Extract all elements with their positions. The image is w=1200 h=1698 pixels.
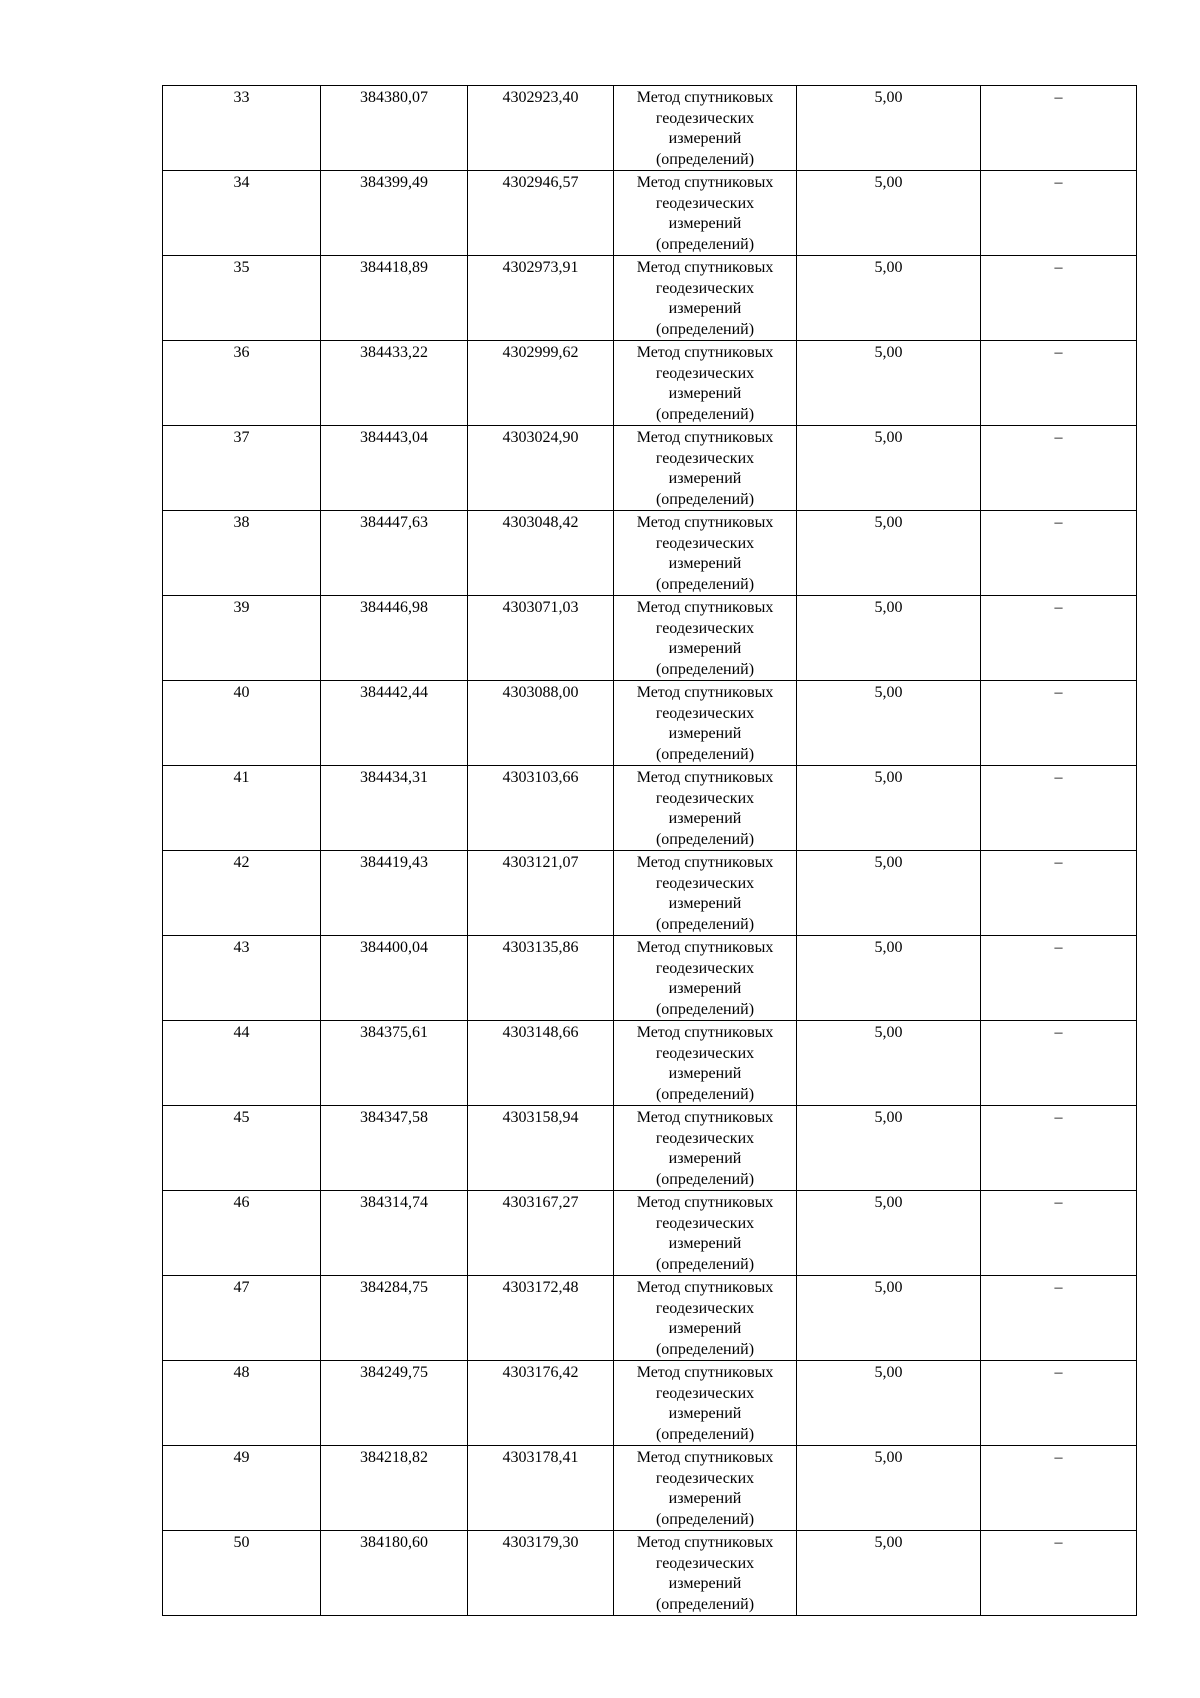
y-coordinate-cell: 4303148,66 bbox=[468, 1021, 614, 1106]
method-cell: Метод спутниковых геодезических измерений (определений) bbox=[614, 256, 797, 341]
y-coordinate-cell: 4303103,66 bbox=[468, 766, 614, 851]
note-cell: – bbox=[981, 341, 1137, 426]
y-coordinate-cell: 4303121,07 bbox=[468, 851, 614, 936]
method-cell: Метод спутниковых геодезических измерений (определений) bbox=[614, 1446, 797, 1531]
point-number-cell: 41 bbox=[163, 766, 321, 851]
coordinates-table bbox=[162, 85, 1137, 1616]
method-cell: Метод спутниковых геодезических измерений (определений) bbox=[614, 171, 797, 256]
x-coordinate-cell: 384399,49 bbox=[321, 171, 468, 256]
point-number-cell: 45 bbox=[163, 1106, 321, 1191]
point-number-cell: 50 bbox=[163, 1531, 321, 1616]
x-coordinate-cell: 384446,98 bbox=[321, 596, 468, 681]
x-coordinate-cell: 384218,82 bbox=[321, 1446, 468, 1531]
note-cell: – bbox=[981, 1276, 1137, 1361]
point-number-cell: 38 bbox=[163, 511, 321, 596]
x-coordinate-cell: 384314,74 bbox=[321, 1191, 468, 1276]
note-cell: – bbox=[981, 596, 1137, 681]
y-coordinate-cell: 4303024,90 bbox=[468, 426, 614, 511]
note-cell: – bbox=[981, 1531, 1137, 1616]
table-row bbox=[163, 1106, 1137, 1191]
point-number-cell: 34 bbox=[163, 171, 321, 256]
point-number-cell: 46 bbox=[163, 1191, 321, 1276]
y-coordinate-cell: 4303172,48 bbox=[468, 1276, 614, 1361]
point-number-cell: 37 bbox=[163, 426, 321, 511]
method-cell: Метод спутниковых геодезических измерений (определений) bbox=[614, 341, 797, 426]
precision-cell: 5,00 bbox=[797, 1191, 981, 1276]
method-cell: Метод спутниковых геодезических измерений (определений) bbox=[614, 596, 797, 681]
x-coordinate-cell: 384284,75 bbox=[321, 1276, 468, 1361]
precision-cell: 5,00 bbox=[797, 341, 981, 426]
y-coordinate-cell: 4303176,42 bbox=[468, 1361, 614, 1446]
y-coordinate-cell: 4303048,42 bbox=[468, 511, 614, 596]
x-coordinate-cell: 384447,63 bbox=[321, 511, 468, 596]
point-number-cell: 40 bbox=[163, 681, 321, 766]
note-cell: – bbox=[981, 86, 1137, 171]
note-cell: – bbox=[981, 1361, 1137, 1446]
precision-cell: 5,00 bbox=[797, 1276, 981, 1361]
precision-cell: 5,00 bbox=[797, 851, 981, 936]
method-cell: Метод спутниковых геодезических измерений (определений) bbox=[614, 1021, 797, 1106]
y-coordinate-cell: 4303158,94 bbox=[468, 1106, 614, 1191]
method-cell: Метод спутниковых геодезических измерений (определений) bbox=[614, 1361, 797, 1446]
table-row bbox=[163, 766, 1137, 851]
method-cell: Метод спутниковых геодезических измерений (определений) bbox=[614, 681, 797, 766]
method-cell: Метод спутниковых геодезических измерений (определений) bbox=[614, 86, 797, 171]
point-number-cell: 42 bbox=[163, 851, 321, 936]
x-coordinate-cell: 384347,58 bbox=[321, 1106, 468, 1191]
table-row bbox=[163, 1276, 1137, 1361]
table-row bbox=[163, 1531, 1137, 1616]
point-number-cell: 49 bbox=[163, 1446, 321, 1531]
precision-cell: 5,00 bbox=[797, 936, 981, 1021]
note-cell: – bbox=[981, 851, 1137, 936]
note-cell: – bbox=[981, 1021, 1137, 1106]
y-coordinate-cell: 4303178,41 bbox=[468, 1446, 614, 1531]
precision-cell: 5,00 bbox=[797, 1361, 981, 1446]
precision-cell: 5,00 bbox=[797, 86, 981, 171]
x-coordinate-cell: 384380,07 bbox=[321, 86, 468, 171]
note-cell: – bbox=[981, 1446, 1137, 1531]
point-number-cell: 44 bbox=[163, 1021, 321, 1106]
y-coordinate-cell: 4303071,03 bbox=[468, 596, 614, 681]
x-coordinate-cell: 384180,60 bbox=[321, 1531, 468, 1616]
method-cell: Метод спутниковых геодезических измерений (определений) bbox=[614, 766, 797, 851]
method-cell: Метод спутниковых геодезических измерений (определений) bbox=[614, 936, 797, 1021]
note-cell: – bbox=[981, 1191, 1137, 1276]
x-coordinate-cell: 384419,43 bbox=[321, 851, 468, 936]
note-cell: – bbox=[981, 426, 1137, 511]
x-coordinate-cell: 384249,75 bbox=[321, 1361, 468, 1446]
table-row bbox=[163, 851, 1137, 936]
method-cell: Метод спутниковых геодезических измерений (определений) bbox=[614, 511, 797, 596]
table-row bbox=[163, 936, 1137, 1021]
table-row bbox=[163, 171, 1137, 256]
table-row bbox=[163, 256, 1137, 341]
method-cell: Метод спутниковых геодезических измерений (определений) bbox=[614, 1276, 797, 1361]
note-cell: – bbox=[981, 511, 1137, 596]
precision-cell: 5,00 bbox=[797, 766, 981, 851]
note-cell: – bbox=[981, 766, 1137, 851]
precision-cell: 5,00 bbox=[797, 1446, 981, 1531]
precision-cell: 5,00 bbox=[797, 256, 981, 341]
precision-cell: 5,00 bbox=[797, 596, 981, 681]
precision-cell: 5,00 bbox=[797, 681, 981, 766]
note-cell: – bbox=[981, 256, 1137, 341]
note-cell: – bbox=[981, 171, 1137, 256]
method-cell: Метод спутниковых геодезических измерений (определений) bbox=[614, 1531, 797, 1616]
table-row bbox=[163, 1446, 1137, 1531]
table-row bbox=[163, 596, 1137, 681]
note-cell: – bbox=[981, 1106, 1137, 1191]
point-number-cell: 33 bbox=[163, 86, 321, 171]
precision-cell: 5,00 bbox=[797, 1106, 981, 1191]
point-number-cell: 48 bbox=[163, 1361, 321, 1446]
method-cell: Метод спутниковых геодезических измерений (определений) bbox=[614, 1106, 797, 1191]
x-coordinate-cell: 384400,04 bbox=[321, 936, 468, 1021]
x-coordinate-cell: 384443,04 bbox=[321, 426, 468, 511]
y-coordinate-cell: 4302999,62 bbox=[468, 341, 614, 426]
precision-cell: 5,00 bbox=[797, 511, 981, 596]
y-coordinate-cell: 4302923,40 bbox=[468, 86, 614, 171]
table-row bbox=[163, 1021, 1137, 1106]
precision-cell: 5,00 bbox=[797, 426, 981, 511]
x-coordinate-cell: 384375,61 bbox=[321, 1021, 468, 1106]
point-number-cell: 39 bbox=[163, 596, 321, 681]
note-cell: – bbox=[981, 681, 1137, 766]
y-coordinate-cell: 4303179,30 bbox=[468, 1531, 614, 1616]
y-coordinate-cell: 4303167,27 bbox=[468, 1191, 614, 1276]
method-cell: Метод спутниковых геодезических измерений (определений) bbox=[614, 1191, 797, 1276]
point-number-cell: 36 bbox=[163, 341, 321, 426]
table-row bbox=[163, 426, 1137, 511]
precision-cell: 5,00 bbox=[797, 1021, 981, 1106]
x-coordinate-cell: 384433,22 bbox=[321, 341, 468, 426]
y-coordinate-cell: 4303088,00 bbox=[468, 681, 614, 766]
table-row bbox=[163, 681, 1137, 766]
table-row bbox=[163, 341, 1137, 426]
point-number-cell: 35 bbox=[163, 256, 321, 341]
table-row bbox=[163, 1191, 1137, 1276]
point-number-cell: 43 bbox=[163, 936, 321, 1021]
y-coordinate-cell: 4303135,86 bbox=[468, 936, 614, 1021]
point-number-cell: 47 bbox=[163, 1276, 321, 1361]
method-cell: Метод спутниковых геодезических измерений (определений) bbox=[614, 851, 797, 936]
y-coordinate-cell: 4302946,57 bbox=[468, 171, 614, 256]
table-row bbox=[163, 511, 1137, 596]
note-cell: – bbox=[981, 936, 1137, 1021]
x-coordinate-cell: 384434,31 bbox=[321, 766, 468, 851]
table-body bbox=[163, 86, 1137, 1616]
table-row bbox=[163, 1361, 1137, 1446]
precision-cell: 5,00 bbox=[797, 1531, 981, 1616]
x-coordinate-cell: 384418,89 bbox=[321, 256, 468, 341]
table-row bbox=[163, 86, 1137, 171]
precision-cell: 5,00 bbox=[797, 171, 981, 256]
y-coordinate-cell: 4302973,91 bbox=[468, 256, 614, 341]
x-coordinate-cell: 384442,44 bbox=[321, 681, 468, 766]
method-cell: Метод спутниковых геодезических измерений (определений) bbox=[614, 426, 797, 511]
